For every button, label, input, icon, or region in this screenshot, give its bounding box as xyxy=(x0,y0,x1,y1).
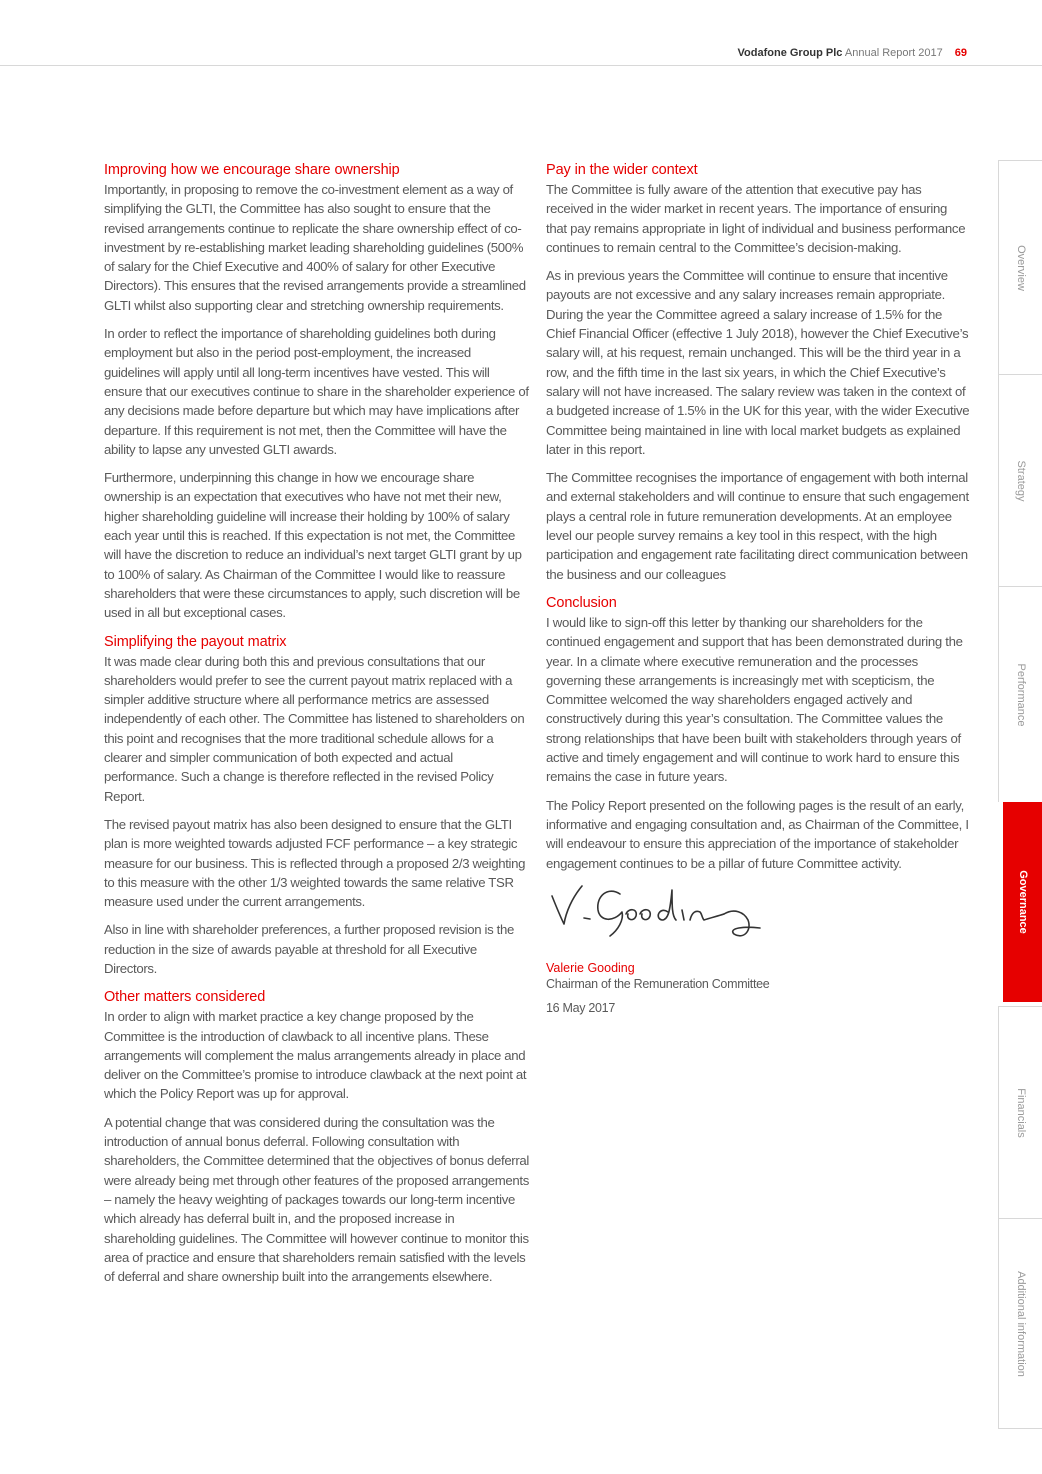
sidebar-item-financials[interactable] xyxy=(998,1006,1042,1218)
paragraph: The Committee is fully aware of the attention that executive pay has received in the wider market in recent years. The importance of ensuring that pay remains appropriate in light of individual and business performance continues to remain central to the Committee’s decision-making. xyxy=(546,182,966,255)
signature-date: 16 May 2017 xyxy=(546,1000,615,1015)
paragraph: As in previous years the Committee will continue to ensure that incentive payouts are not excessive and any salary increases remain appropriate. During the year the Committee agreed a salary increase of 1.5% for the Chief Financial Officer (effective 1 July 2018), however the Chief Executive’s salary will, at his request, remain unchanged. This will be the third year in a row, and the fifth time in the last six years, in which the Chief Executive’s salary will not have increased. The salary review was taken in the context of a budgeted increase of 1.5% in the UK for this year, with the wider Executive Committee being maintained in line with local market budgets as explained later in this report. xyxy=(546,268,970,457)
sidebar-item-governance[interactable] xyxy=(1003,802,1042,1002)
sidebar-item-overview[interactable] xyxy=(998,160,1042,374)
paragraph: The revised payout matrix has also been designed to ensure that the GLTI plan is more weighted towards adjusted FCF performance – a key strategic measure for our business. This is reflected through a proposed 2/3 weighting to this measure with the other 1/3 weighted towards the same relative TSR measure used under the current arrangements. xyxy=(104,816,526,910)
sidebar-item-strategy[interactable] xyxy=(998,374,1042,586)
sidebar-item-label: Performance xyxy=(1014,663,1027,726)
sidebar-item-label: Overview xyxy=(1014,244,1027,291)
section-heading-other-matters: Other matters considered xyxy=(104,989,266,1006)
section-heading-share-ownership: Improving how we encourage share ownership xyxy=(104,162,400,178)
header-report: Annual Report 2017 xyxy=(842,47,943,59)
paragraph: In order to align with market practice a key change proposed by the Committee is the introduction of clawback to all incentive plans. These arrangements will complement the malus arrangements already in place and deliver on the Committee’s promise to introduce clawback at the next point at which the Policy Report was up for approval. xyxy=(104,1009,527,1102)
section-heading-conclusion: Conclusion xyxy=(546,594,617,611)
sidebar-item-label: Governance xyxy=(1016,870,1029,934)
sidebar-item-label: Financials xyxy=(1014,1087,1027,1138)
signer-title: Chairman of the Remuneration Committee xyxy=(546,976,770,991)
paragraph: A potential change that was considered during the consultation was the introduction of annual bonus deferral. Following consultation with shareholders, the Committee determined that the objectives of bonus deferral were already being met through other features of the proposed arrangements – namely the heavy weighting of packages towards our long-term incentive which already has deferral built in, and the proposed increase in shareholding guidelines. The Committee will however continue to monitor this area of practice and ensure that shareholders remain satisfied with the levels of deferral and share ownership built into the arrangements elsewhere. xyxy=(104,1114,529,1285)
page-number: 69 xyxy=(954,47,967,59)
section-sidebar xyxy=(998,160,1042,1430)
paragraph: The Policy Report presented on the following pages is the result of an early, informative and engaging consultation and, as Chairman of the Committee, I will endeavour to ensure this appreciation of the importance of stakeholder engagement continues to be a pillar of future Committee activity. xyxy=(546,797,969,871)
signer-name: Valerie Gooding xyxy=(546,960,635,975)
paragraph: The Committee recognises the importance of engagement with both internal and external stakeholders and will continue to ensure that such engagement plays a central role in future remuneration developments. At an employee level our people survey remains a key tool in this respect, with the high participation and engagement rate facilitating direct communication between the business and our colleagues xyxy=(546,470,969,582)
sidebar-item-label: Strategy xyxy=(1014,460,1027,501)
paragraph: It was made clear during both this and previous consultations that our shareholders would prefer to see the current payout matrix replaced with a simpler additive structure where all performance metrics are assessed independently of each other. The Committee has listened to shareholders on this point and recognises that the more traditional schedule allows for a clearer and simpler communication of both expected and actual performance. Such a change is therefore reflected in the revised Policy Report. xyxy=(104,653,525,804)
paragraph: In order to reflect the importance of shareholding guidelines both during employment but also in the period post-employment, the increased guidelines will apply until all long-term incentives have vested. This will ensure that our executives continue to share in the shareholder experience of any decisions made before departure but which may have implications after departure. If this requirement is not met, then the Committee will have the ability to lapse any unvested GLTI awards. xyxy=(104,326,529,457)
paragraph: I would like to sign-off this letter by thanking our shareholders for the continued engagement and support that has been demonstrated during the year. In a climate where executive remuneration and the processes governing these arrangements is increasingly met with scepticism, the Committee welcomed the way shareholders engaged actively and constructively during this year’s consultation. The Committee values the strong relationships that have been built with stakeholders through years of active and timely engagement and will continue to work hard to ensure this remains the case in future years. xyxy=(546,614,963,785)
paragraph: Also in line with shareholder preferences, a further proposed revision is the reduction in the size of awards payable at threshold for all Executive Directors. xyxy=(104,922,514,976)
handwritten-signature xyxy=(548,882,778,946)
sidebar-item-label: Additional information xyxy=(1014,1270,1027,1377)
section-heading-wider-context: Pay in the wider context xyxy=(546,162,698,178)
left-column xyxy=(104,160,529,1295)
sidebar-item-performance[interactable] xyxy=(998,586,1042,802)
section-heading-payout-matrix: Simplifying the payout matrix xyxy=(104,633,287,650)
sidebar-divider xyxy=(998,1428,1042,1429)
header-company: Vodafone Group Plc xyxy=(737,47,843,59)
header-text xyxy=(738,47,967,59)
page-header xyxy=(0,0,1042,66)
paragraph: Furthermore, underpinning this change in how we encourage share ownership is an expectation that executives who have not met their new, higher shareholding guideline will increase their holding by 100% of salary each year until this is reached. If this expectation is not met, the Committee will have the discretion to reduce an individual’s next target GLTI grant by up to 100% of salary. As Chairman of the Committee I would like to reassure shareholders that were these circumstances to apply, such discretion will be used in all but exceptional cases. xyxy=(104,470,522,621)
paragraph: Importantly, in proposing to remove the co-investment element as a way of simplifying the GLTI, the Committee has also sought to ensure that the revised arrangements continue to replicate the share ownership effect of co-investment by re-establishing market leading shareholding guidelines (500% of salary for the Chief Executive and 400% of salary for other Executive Directors). This ensures that the revised arrangements provide a streamlined GLTI whilst also supporting clear and stretching ownership requirements. xyxy=(104,182,526,313)
right-column xyxy=(546,160,971,1016)
sidebar-item-additional-information[interactable] xyxy=(998,1218,1042,1428)
